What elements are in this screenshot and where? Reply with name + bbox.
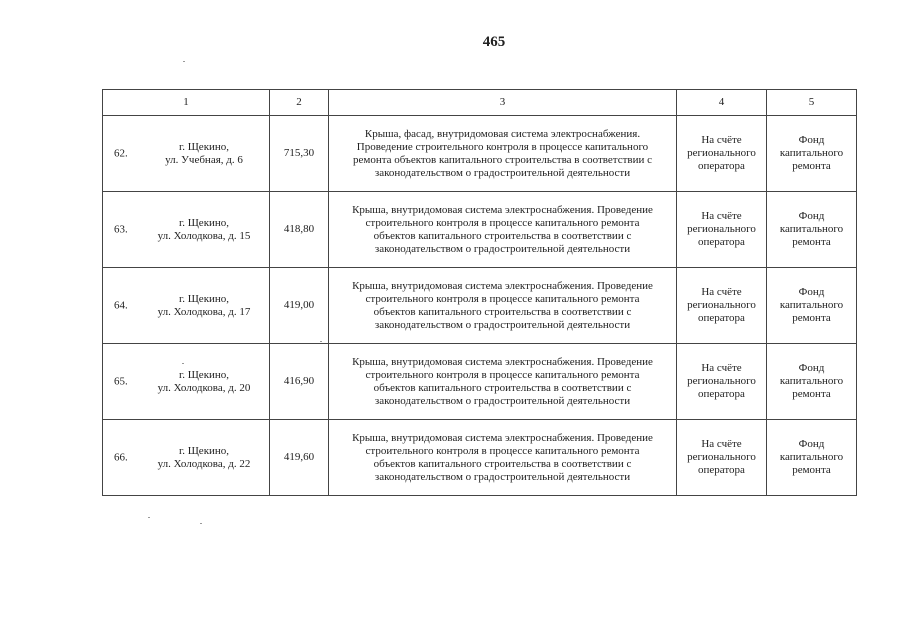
row-number: 66. bbox=[114, 451, 128, 463]
area-cell: 418,80 bbox=[270, 192, 329, 268]
funding-source-cell bbox=[677, 420, 767, 496]
works-line: строительного контроля в процессе капитального ремонта bbox=[365, 292, 640, 305]
fund-form-line: капитального bbox=[779, 147, 844, 159]
area-cell: 419,60 bbox=[270, 420, 329, 496]
fund-form-cell bbox=[767, 344, 857, 420]
scan-speck bbox=[183, 61, 185, 62]
row-number: 62. bbox=[114, 147, 128, 159]
scan-speck bbox=[200, 523, 202, 524]
works-line: законодательством о градостроительной деятельности bbox=[374, 470, 631, 483]
fund-form-line: ремонта bbox=[792, 312, 831, 324]
column-header: 4 bbox=[677, 90, 767, 116]
address-line: ул. Холодкова, д. 15 bbox=[157, 229, 251, 242]
address-line: ул. Холодкова, д. 22 bbox=[157, 457, 251, 470]
works-line: Крыша, внутридомовая система электроснабжения. Проведение bbox=[352, 355, 653, 368]
page-number: 465 bbox=[482, 34, 506, 50]
scan-speck bbox=[148, 517, 150, 518]
address-line: ул. Холодкова, д. 17 bbox=[157, 305, 251, 318]
works-line: строительного контроля в процессе капитального ремонта bbox=[365, 216, 640, 229]
row-number: 63. bbox=[114, 223, 128, 235]
table-row bbox=[103, 344, 857, 420]
works-line: Крыша, внутридомовая система электроснабжения. Проведение bbox=[352, 431, 653, 444]
fund-form-line: Фонд bbox=[798, 210, 825, 222]
works-line: строительного контроля в процессе капитального ремонта bbox=[365, 444, 640, 457]
address-cell bbox=[103, 192, 270, 268]
works-line: Крыша, фасад, внутридомовая система электроснабжения. bbox=[364, 127, 641, 140]
fund-form-line: капитального bbox=[779, 375, 844, 387]
scan-speck bbox=[182, 363, 184, 364]
funding-source-line: регионального bbox=[687, 375, 756, 387]
works-line: ремонта объектов капитального строительства в соответствии с bbox=[353, 153, 652, 166]
address-text bbox=[149, 293, 259, 319]
fund-form-line: Фонд bbox=[798, 362, 825, 374]
funding-source-cell bbox=[677, 268, 767, 344]
works-line: строительного контроля в процессе капитального ремонта bbox=[365, 368, 640, 381]
address-text bbox=[149, 141, 259, 167]
scan-speck bbox=[320, 341, 322, 342]
funding-source-cell bbox=[677, 116, 767, 192]
works-line: законодательством о градостроительной деятельности bbox=[374, 166, 631, 179]
row-number: 65. bbox=[114, 375, 128, 387]
table-row bbox=[103, 268, 857, 344]
fund-form-cell bbox=[767, 268, 857, 344]
table-row bbox=[103, 420, 857, 496]
funding-source-cell bbox=[677, 344, 767, 420]
area-cell: 416,90 bbox=[270, 344, 329, 420]
address-line: г. Щекино, bbox=[178, 140, 230, 153]
funding-source-line: регионального bbox=[687, 299, 756, 311]
works-line: Крыша, внутридомовая система электроснабжения. Проведение bbox=[352, 203, 653, 216]
address-cell bbox=[103, 420, 270, 496]
works-line: законодательством о градостроительной деятельности bbox=[374, 242, 631, 255]
funding-source-line: На счёте bbox=[701, 362, 742, 374]
funding-source-line: оператора bbox=[698, 464, 745, 476]
column-header: 1 bbox=[103, 90, 270, 116]
works-line: Крыша, внутридомовая система электроснабжения. Проведение bbox=[352, 279, 653, 292]
funding-source-line: регионального bbox=[687, 451, 756, 463]
works-line: объектов капитального строительства в соответствии с bbox=[373, 457, 632, 470]
fund-form-cell bbox=[767, 116, 857, 192]
repair-works-table bbox=[102, 89, 857, 496]
area-cell: 715,30 bbox=[270, 116, 329, 192]
column-header: 3 bbox=[329, 90, 677, 116]
address-line: г. Щекино, bbox=[178, 216, 230, 229]
fund-form-line: ремонта bbox=[792, 236, 831, 248]
fund-form-line: Фонд bbox=[798, 134, 825, 146]
address-text bbox=[149, 217, 259, 243]
funding-source-line: оператора bbox=[698, 160, 745, 172]
funding-source-line: регионального bbox=[687, 147, 756, 159]
fund-form-line: ремонта bbox=[792, 160, 831, 172]
address-cell bbox=[103, 268, 270, 344]
funding-source-line: регионального bbox=[687, 223, 756, 235]
area-cell: 419,00 bbox=[270, 268, 329, 344]
works-line: объектов капитального строительства в соответствии с bbox=[373, 305, 632, 318]
fund-form-line: Фонд bbox=[798, 286, 825, 298]
works-cell bbox=[329, 420, 677, 496]
fund-form-line: капитального bbox=[779, 451, 844, 463]
table-row bbox=[103, 116, 857, 192]
works-line: объектов капитального строительства в соответствии с bbox=[373, 381, 632, 394]
fund-form-line: Фонд bbox=[798, 438, 825, 450]
works-line: объектов капитального строительства в соответствии с bbox=[373, 229, 632, 242]
table-header-row bbox=[103, 90, 857, 116]
works-line: законодательством о градостроительной деятельности bbox=[374, 394, 631, 407]
funding-source-line: На счёте bbox=[701, 438, 742, 450]
funding-source-line: оператора bbox=[698, 388, 745, 400]
works-cell bbox=[329, 116, 677, 192]
fund-form-cell bbox=[767, 420, 857, 496]
address-text bbox=[149, 369, 259, 395]
address-cell bbox=[103, 344, 270, 420]
funding-source-line: оператора bbox=[698, 236, 745, 248]
works-cell bbox=[329, 192, 677, 268]
fund-form-line: ремонта bbox=[792, 464, 831, 476]
column-header: 2 bbox=[270, 90, 329, 116]
address-text bbox=[149, 445, 259, 471]
table-row bbox=[103, 192, 857, 268]
fund-form-line: капитального bbox=[779, 223, 844, 235]
fund-form-line: капитального bbox=[779, 299, 844, 311]
funding-source-line: оператора bbox=[698, 312, 745, 324]
funding-source-line: На счёте bbox=[701, 286, 742, 298]
works-line: Проведение строительного контроля в процессе капитального bbox=[356, 140, 649, 153]
funding-source-cell bbox=[677, 192, 767, 268]
address-line: ул. Холодкова, д. 20 bbox=[157, 381, 251, 394]
address-cell bbox=[103, 116, 270, 192]
works-cell bbox=[329, 344, 677, 420]
funding-source-line: На счёте bbox=[701, 210, 742, 222]
works-cell bbox=[329, 268, 677, 344]
row-number: 64. bbox=[114, 299, 128, 311]
works-line: законодательством о градостроительной деятельности bbox=[374, 318, 631, 331]
funding-source-line: На счёте bbox=[701, 134, 742, 146]
fund-form-line: ремонта bbox=[792, 388, 831, 400]
fund-form-cell bbox=[767, 192, 857, 268]
address-line: ул. Учебная, д. 6 bbox=[165, 153, 243, 166]
address-line: г. Щекино, bbox=[178, 292, 230, 305]
address-line: г. Щекино, bbox=[178, 368, 230, 381]
address-line: г. Щекино, bbox=[178, 444, 230, 457]
column-header: 5 bbox=[767, 90, 857, 116]
